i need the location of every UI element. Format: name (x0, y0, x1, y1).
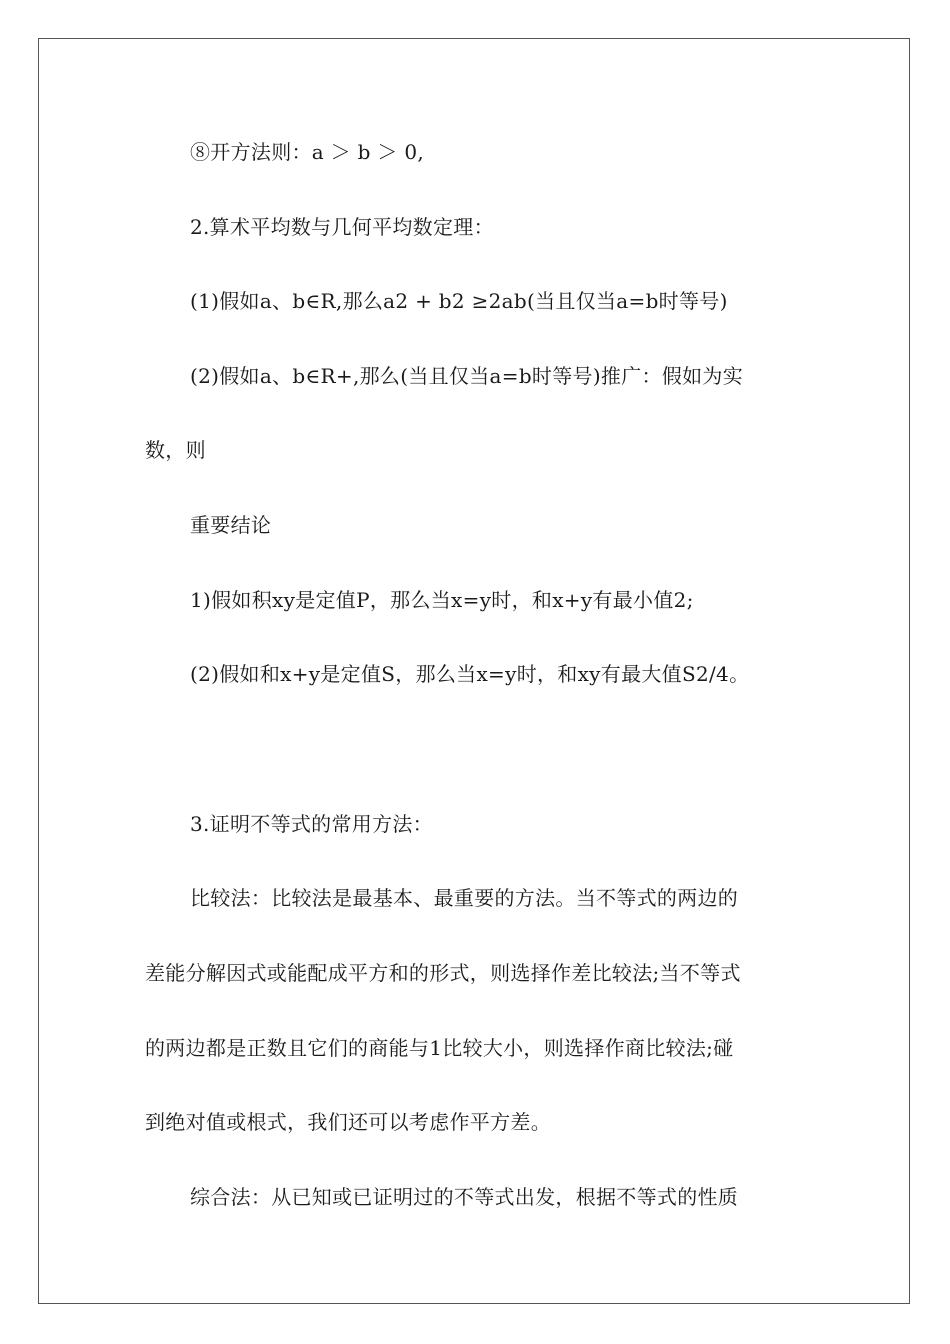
text-line-conclusion-1: 1)假如积xy是定值P，那么当x=y时，和x+y有最小值2; (190, 588, 694, 612)
text-line-theorem-2-cont: 数，则 (145, 438, 206, 462)
text-line-theorem-2: (2)假如a、b∈R+,那么(当且仅当a=b时等号)推广：假如为实 (190, 364, 744, 388)
text-line-synthesis-1: 综合法：从已知或已证明过的不等式出发，根据不等式的性质 (190, 1185, 739, 1209)
section-heading-proof-methods: 3.证明不等式的常用方法： (190, 812, 433, 836)
subheading-important-conclusions: 重要结论 (190, 513, 272, 537)
text-line-conclusion-2: (2)假如和x+y是定值S，那么当x=y时，和xy有最大值S2/4。 (190, 662, 750, 686)
text-line-comparison-3: 的两边都是正数且它们的商能与1比较大小，则选择作商比较法;碰 (145, 1036, 734, 1060)
text-line-comparison-4: 到绝对值或根式，我们还可以考虑作平方差。 (145, 1110, 551, 1134)
text-line-theorem-1: (1)假如a、b∈R,那么a2 + b2 ≥2ab(当且仅当a=b时等号) (190, 289, 728, 313)
section-heading-mean-theorem: 2.算术平均数与几何平均数定理： (190, 215, 494, 239)
text-line-comparison-1: 比较法：比较法是最基本、最重要的方法。当不等式的两边的 (190, 886, 739, 910)
text-line-sqrt-rule: ⑧开方法则：a ＞ b ＞ 0, (190, 140, 425, 164)
text-line-comparison-2: 差能分解因式或能配成平方和的形式，则选择作差比较法;当不等式 (145, 961, 741, 985)
